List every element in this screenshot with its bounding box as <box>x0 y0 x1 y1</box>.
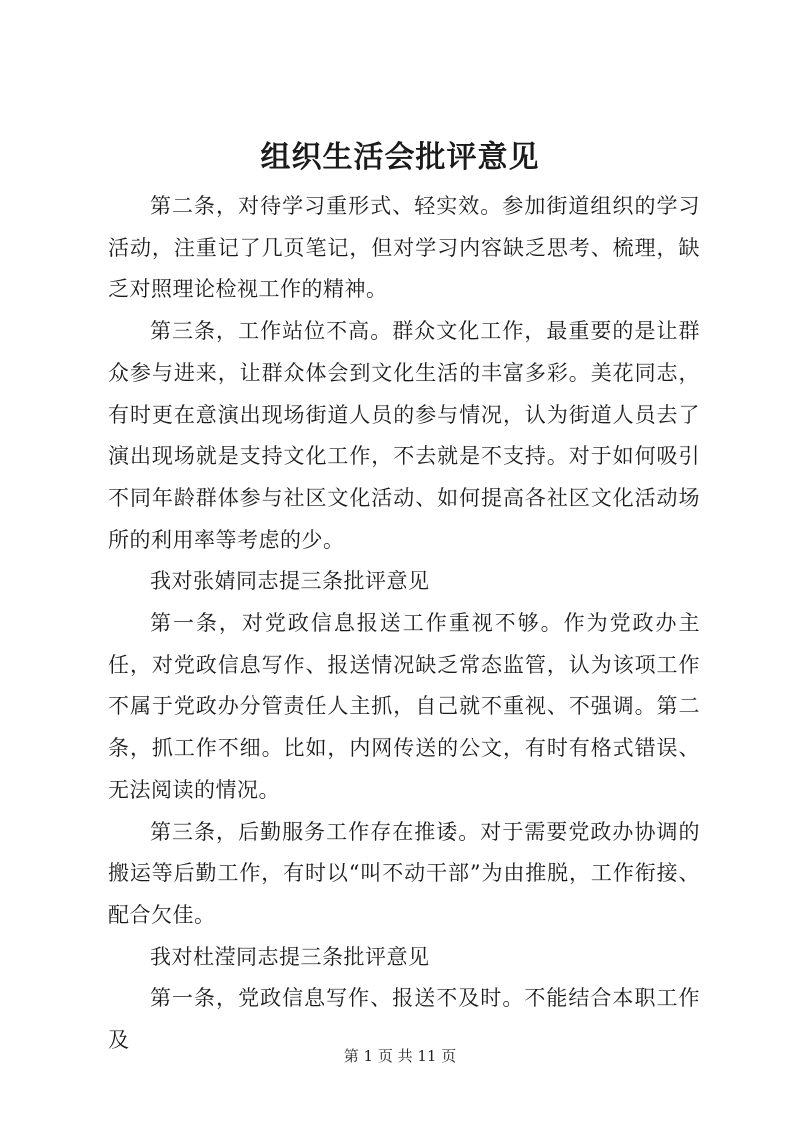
page-number-footer: 第 1 页 共 11 页 <box>343 1047 457 1065</box>
section-heading-duying: 我对杜滢同志提三条批评意见 <box>150 944 430 969</box>
paragraph-work-position: 第三条，工作站位不高。群众文化工作，最重要的是让群众参与进来，让群众体会到文化生活的丰富多彩。美花同志，有时更在意演出现场街道人员的参与情况，认为街道人员去了演出现场就是支持文化工作，不去就是不支持。对于如何吸引不同年龄群体参与社区文化活动、如何提高各社区文化活动场所的利用率等考虑的少。 <box>108 319 700 552</box>
section-heading-zhangjing: 我对张婧同志提三条批评意见 <box>150 569 430 594</box>
paragraph-info-reporting: 第一条，对党政信息报送工作重视不够。作为党政办主任，对党政信息写作、报送情况缺乏常态监管，认为该项工作不属于党政办分管责任人主抓，自己就不重视、不强调。第二条，抓工作不细。比如，内网传送的公文，有时有格式错误、无法阅读的情况。 <box>108 611 700 802</box>
document-title: 组织生活会批评意见 <box>260 140 540 175</box>
document-body <box>108 186 700 1062</box>
paragraph-study-attitude: 第二条，对待学习重形式、轻实效。参加街道组织的学习活动，注重记了几页笔记，但对学习内容缺乏思考、梳理，缺乏对照理论检视工作的精神。 <box>108 194 700 302</box>
paragraph-logistics-service: 第三条，后勤服务工作存在推诿。对于需要党政办协调的搬运等后勤工作，有时以“叫不动干部”为由推脱，工作衔接、配合欠佳。 <box>108 819 700 927</box>
paragraph-info-timeliness: 第一条，党政信息写作、报送不及时。不能结合本职工作及 <box>108 986 700 1053</box>
